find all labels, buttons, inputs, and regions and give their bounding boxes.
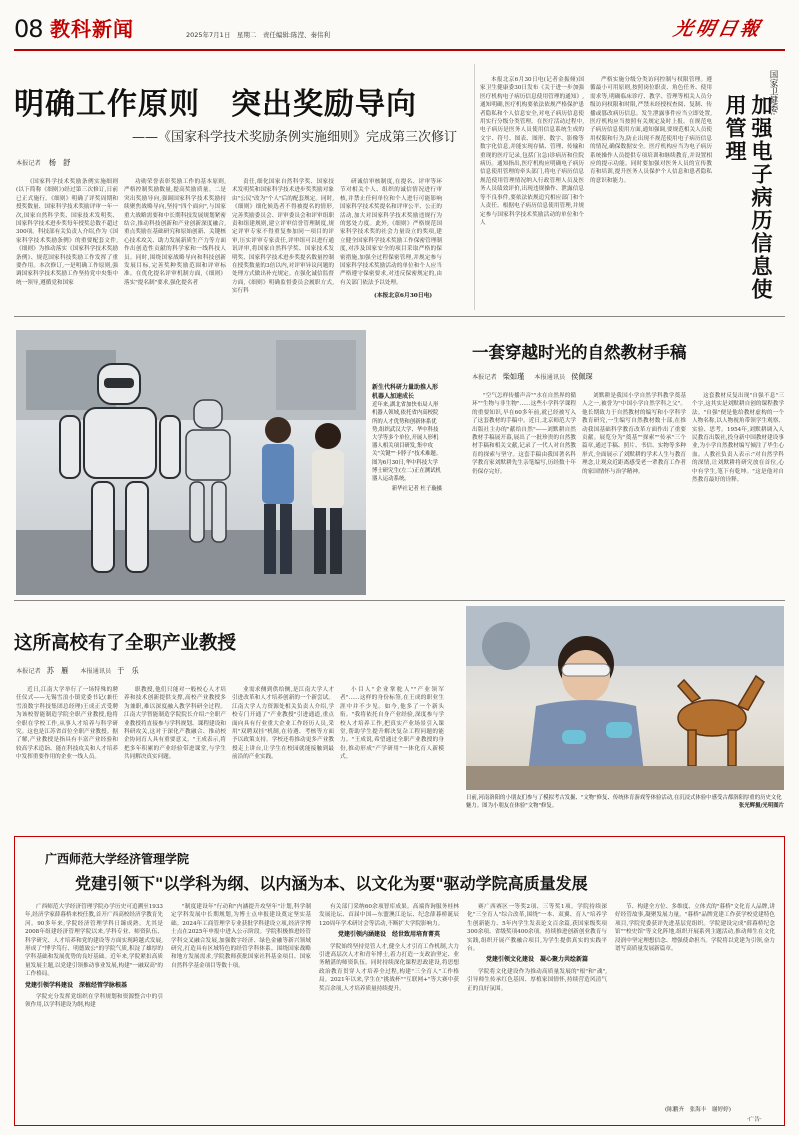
textbook-story-col3: 这套教材反复出现"自强不息"三个字,这其实是刘默耕自创的课程教学法。"自强"便是他给教材虚构的一个人物名称,以人物视角带领学生观察、实验、思考。1954年,刘默耕调入人民教育出版社,投身新中国教材建设事业,为小学自然教材编写倾注了毕生心血。人教社负责人表示:"对自然学科的深情,让刘默耕将研究放在首位,心中有学生,笔下有乾坤。"这是他对自然教育最好的诠释。 <box>692 393 784 484</box>
health-story-kicker: 国家卫健委: <box>768 70 778 116</box>
textbook-story-col1: "空气怎样传播声音""水在自然界的循环""生物与非生物"……这些小学科学课程的重要知识,早在60多年前,就已经被写入了这套教材的手稿中。近日,北京师范大学出版社主办的"献给自然"——刘默耕自然教材手稿展开幕,展出了一批珍贵的自然教材手稿和相关文献,记录了一代人对自然教育的探索与坚守。这套手稿由我国著名科学教育家刘默耕先生亲笔编写,历经数十年仍保存完好。 <box>472 393 576 475</box>
professor-story-col2: 职教授,他们只能对一般校心人才培养和技术创新提供支撑,高校产业教授多为兼职,难以深度融入教学科研全过程。江南大学智能制造学院院长介绍:"全职产业教授将直接参与学科规划、课程建设和科研攻关,这对于深化产教融合、推动校企协同育人具有重要意义。"王成表示,将把多年积累的产业经验带进课堂,与学生共同解决真实问题。 <box>124 687 226 761</box>
section-divider <box>14 316 785 317</box>
feature-col1: 广西师范大学经济管理学院办学历史可追溯至1933年,经济学家薛暮桥来校任教,首开广西高校经济学教育先河。90多年来,学院经济管理学科日臻成熟。尤其是2008年组建经济管理学院以来,学科专业、师资队伍、科学研究、人才培养和党的建设等方面实现跨越式发展,形成了"博学笃行、明德致公"的学院气质,积淀了雄厚的学科基础和发展优势的良好基础。近年来,学院紧扣高质量发展主题,以党建引领推动事业发展,构建"一融双高"的工作格局。 党建引领学科建设 深植经管学脉根基 学院充分发挥党组织在学科规划和资源整合中的引领作用,以学科建设为纲,构建 <box>25 904 163 1009</box>
top-story-dateline: (本报北京6月30日电) <box>374 293 433 299</box>
page-number: 08 <box>14 15 43 43</box>
section-title: 教科新闻 <box>50 17 134 41</box>
feature-heading-discipline: 党建引领学科建设 深植经管学脉根基 <box>25 981 128 989</box>
feature-col5: 节、构建全方位、多维度、立体式的"暮桥"文化育人品牌,讲好经管故事,凝聚发展力量。"暮桥"品牌党建工作获学校党建特色项目,学院党委获评先进基层党组织。学院建设完成"薛暮桥纪念馆""校史馆"等文化阵地,组织开展系列主题活动,推动师生在文化浸润中坚定理想信念、增强使命担当。学院将以党建为引领,奋力谱写高质量发展新篇章。 <box>615 904 775 953</box>
robot-caption <box>372 384 442 493</box>
feature-col3: 有关部门采纳60余项智库成果。高端咨询服务桂林发展论坛、首届中国—东盟澳江论坛、纪念薛暮桥诞辰120周年学术研讨会等活动,不断扩大学院影响力。 党建引领内涵建设 经世致用培育菁英 学院始终坚持党管人才,健全人才引育工作机制,大力引进高层次人才和青年博士,着力打造一支政治坚定、业务精湛的师资队伍。同时持续深化课程思政建设,将思想政治教育贯穿人才培养全过程,构建"三全育人"工作格局。2021年以来,学生在"挑战杯""互联网+"等大赛中获奖百余项,人才培养质量持续提升。 <box>319 904 459 992</box>
robot-lab-illustration <box>16 330 366 595</box>
professor-story-col1: 近日,江南大学举行了一场特殊的聘任仪式——无锡雪浪小镇党委书记(兼任雪浪数字科技集团总经理)王成正式受聘为该校智能制造学院全职产业教授,他将全职在学校工作,从事人才培养与科学研究。这也是江苏省首位全职产业教授。据了解,产业教授是指具有丰富产业经验和较高学术造诣、能在科技攻关和人才培养中发挥重要作用的企业一线人员。 <box>16 687 118 761</box>
ad-mark: ·广告· <box>747 1117 762 1123</box>
kids-photo-credit: 张光辉摄/光明图片 <box>738 803 784 809</box>
feature-heading-talent: 党建引领内涵建设 经世致用培育菁英 <box>337 931 440 939</box>
top-story-col2: 功勋荣誉表彰奖励工作的基本原则,严格控制奖励数量,提高奖励质量。二是突出奖励导向,强调国家科学技术奖励持续聚焦战略导向,坚持"四个面向",与国家重大战略需要和中长期科技发展规划紧密结合,推动科技创新和产业创新深度融合,重点奖励在基础研究和原始创新、关键核心技术攻关、助力发展新质生产力等方面作出创造性贡献的科学家和一线科技人员。同时,围绕国家战略导向和科技创新发展目标,完善奖种奖励范围和评审标准。在优化提名评审机制方面,《细则》落实"提名制"要求,强化提名者 <box>124 179 226 286</box>
professor-story-col4: 小目人"企业掌舵人""产业领军者"……这样的身份标签,在王成的职业生涯中并不少见。如今,他多了一个新头衔。"我将依托自身产业经验,深度参与学校人才培养工作,把真实产业场景引入课堂,帮助学生提升解决复杂工程问题的能力。"王成说,希望通过全职产业教授的身份,推动形成"产学研用"一体化育人新模式。 <box>340 687 444 761</box>
masthead-rule <box>14 49 785 51</box>
top-story-col3: 责任,细化国家自然科学奖、国家技术发明奖和国家科学技术进步奖奖励对象由"公民"改为"个人"后的配套规定。同时,《细则》细化候选者不得被提名的情形,完善奖励委员会、评审委员会和评审组职责和组建规则,建立评审信誉管理制度,规定评审专家不得重复参加同一项目的评审,压实评审专家责任,评审组可以进行通讯评审,将国家自然科学奖、国家技术发明奖、国家科学技术进步奖提名数量控制在授奖数量的3倍以内,对评审异议问题的处理方式做出补充规定。在强化诚信监督方面,《细则》明确监督委员会履职方式,实行科 <box>232 179 334 295</box>
paper-logo: 光明日報 <box>671 18 765 40</box>
top-story-title: 明确工作原则 突出奖励导向 <box>14 87 417 122</box>
feature-title: 党建引领下"以学科为纲、以内涵为本、以文化为要"驱动学院高质量发展 <box>75 874 588 893</box>
robot-caption-body: 近年来,湖北省加快布局人形机器人领域,依托省内高校院所的人才优势和创新体系优势,组织武汉大学、华中科技大学等多个单位,开展人形机器人相关项目研发,集中攻关"关键""卡脖子"技术难题。图为6月30日,华中科技大学博士研究生(左二)正在测试机器人运动系统。 <box>372 402 442 483</box>
robot-photo-credit: 新华社记者 杜子璇摄 <box>391 486 442 493</box>
column-divider <box>474 64 475 310</box>
health-story-col2: 严格实施分级分类访问控制与权限管理。遵循最小可用原则,按照岗位职责、角色任务、使用需求等,明确临床诊疗、教学、管理等相关人员分级访问权限和时限,严禁未经授权查阅、复制、传播或篡改病历信息。发生泄露事件应当立即处置,医疗机构应当按照有关规定及时上报。在规范电子病历信息使用方面,通知强调,要规范相关人员使用权限和行为,防止出现不规范使用电子病历信息的情况,确保数据安全。医疗机构应当为电子病历系统操作人员提供专项培训和继续教育,并设置相应的提示功能。同时要加强对医务人员的宣传教育和培训,提升医务人员保护个人信息和患者隐私的意识和能力。 <box>590 77 712 184</box>
feature-col2: "制度建设年"行动和"内涵提升攻坚年"计划,科学制定学科发展中长期规划,为博士点申报建设奠定坚实基础。2024年工商管理学专业获批学科建设立项,经济学博士点在2025年申报中进入公示阶段。学院积极推进经管学科交叉融合发展,加强数字经济、绿色金融等新兴领域研究,打造具有区域特色的经管学科体系。围绕国家战略和地方发展需求,学院教师获批国家社科基金项目、国家自然科学基金项目等数十项。 <box>171 904 311 969</box>
professor-story-title: 这所高校有了全职产业教授 <box>14 633 237 654</box>
professor-story-col3: 业需求侧到供给侧,是江南大学人才引进改革和人才培养创新的一个新尝试。江南大学人力资源处相关负责人介绍,学校专门开通了"产业教授"引进通道,重点面向具有行业重大企业工作经历人员,采用"双聘双挂"机制,在待遇、考核等方面予以政策支持。学校还将推动更多产业教授走上讲台,让学生在校园就能接触到最前沿的产业实践。 <box>232 687 334 761</box>
section-divider <box>14 600 785 601</box>
top-story-byline <box>16 158 70 168</box>
feature-signature: (陈鹏齐 张海丰 谢婷婷) <box>665 1107 731 1113</box>
feature-kicker: 广西师范大学经济管理学院 <box>45 852 190 866</box>
health-story-col1: 本报北京6月30日电(记者金振娅)国家卫生健康委30日发布《关于进一步加强医疗机构电子病历信息使用管理的通知》,通知明确,医疗机构要依法依规严格保护患者隐私和个人信息安全,对电子病历信息使用实行分级分类管理。在医疗活动过程中,电子病历是医务人员使用信息系统生成的文字、符号、图表、图形、数字、影像等数字化信息,并能实现存储、管理、传输和重现的医疗记录,包括门(急)诊病历和住院病历。通知指出,医疗机构应明确电子病历信息使用管理的牵头部门,将电子病历信息规范使用管理情况纳入行政管理人员及医务人员绩效评价,出现违规操作、泄露信息等不良事件,要依法依规追究相应部门和个人责任。根据电子病历信息使用管理,并规定参与国家科学技术奖励活动的单位和个人 <box>480 77 584 226</box>
masthead <box>14 14 788 48</box>
textbook-story-byline: 本报记者 柴如瑾 本报通讯员 侯佩琛 <box>472 372 593 381</box>
feature-heading-culture: 党建引领文化建设 凝心聚力共绘新篇 <box>485 956 588 964</box>
feature-box <box>14 836 785 1126</box>
byline-role: 本报记者 <box>16 160 41 167</box>
kids-restoration-illustration <box>466 606 784 790</box>
kids-caption-text: 日前,河南洛阳的小朋友们参与了模拟考古发掘、"文物"修复、传统体育游戏等体验活动,在沉浸式体验中感受古都洛阳厚重的历史文化魅力。图为小朋友在体验"文物"修复。 <box>466 795 782 809</box>
date-info: 2025年7月1日 星期二 责任编辑:陈滢、秦伟利 <box>186 31 331 39</box>
robot-caption-title: 新生代科研力量助推人形机器人加速成长 <box>372 384 439 400</box>
top-story-subtitle: ——《国家科学技术奖励条例实施细则》完成第三次修订 <box>132 130 458 145</box>
textbook-story-title: 一套穿越时光的自然教材手稿 <box>472 343 687 362</box>
top-story-col4: 研诚信审核制度,在提名、评审等环节对相关个人、组织的诚信情况进行审核,并禁止任何单位和个人进行可能影响国家科学技术奖提名和评审公平、公正的活动,加大对国家科学技术奖励违规行为的惩处力度。此外,《细则》严格规范国家科学技术奖的社会力量设立的奖项,建立健全国家科学技术奖励工作保密管理制度,对涉及国家安全的项目采取严格的保密措施,加强全过程保密管理,并规定参与国家科学技术奖励活动的单位和个人应当严格遵守保密要求,对违反保密规定的,由有关部门依法予以处理。 <box>340 179 442 286</box>
textbook-story-col2: 刘默耕是我国小学自然学科教学奠基人之一,被誉为"中国小学自然学科之父"。他长期致力于自然教材的编写和小学科学教育研究,一生编写自然教材数十部,在推动我国基础科学教育改革方面作出了重要贡献。展览分为"奠基""探索""传承"三个篇章,通过手稿、照片、书信、实物等多种形式,全面展示了刘默耕的学术人生与教育理念,让观众近距离感受老一辈教育工作者的家国情怀与治学精神。 <box>582 393 686 475</box>
robot-photo <box>16 330 366 595</box>
top-story-col1: 《国家科学技术奖励条例实施细则(以下简称《细则》)经过第三次修订,日前已正式施行。《细则》明确了评奖周期和授奖数量、国家科学技术奖励评审一年一次,国家自然科学奖、国家技术发明奖、国家科学技术进步奖每年授奖总数不超过300项。科技部有关负责人介绍,作为《国家科学技术奖励条例》的重要配套文件,《细则》为推动落实《国家科学技术奖励条例》、规范国家科技奖励工作发挥了重要作用。本次修订,一是明确工作原则,强调国家科学技术奖励工作坚持党中央集中统一领导,遵循党和国家 <box>16 179 118 286</box>
feature-col4: 赛广西赛区一等奖2项、三等奖1项。学院持续深化"三全育人"综合改革,围绕"一本、双翼、育人"培养学生创新能力、5年内学生发表论文百余篇,获国家级奖项300余项、省级奖项400余项。持续推进创新创业教育与实践,组织开展产教融合项目,为学生提供真实的实践平台。 党建引领文化建设 凝心聚力共绘新篇 学院将文化建设作为推动高质量发展的"根"和"魂",引导师生传承红色基因、厚植家国情怀,持续营造风清气正的良好氛围。 <box>467 904 607 992</box>
kids-photo <box>466 606 784 790</box>
kids-caption <box>466 794 784 820</box>
byline-name: 杨 舒 <box>48 158 71 167</box>
health-story-headline: 加强电子病历信息使用管理 <box>723 94 774 301</box>
professor-story-byline: 本报记者 苏 雁 本报通讯员 于 乐 <box>16 666 139 675</box>
